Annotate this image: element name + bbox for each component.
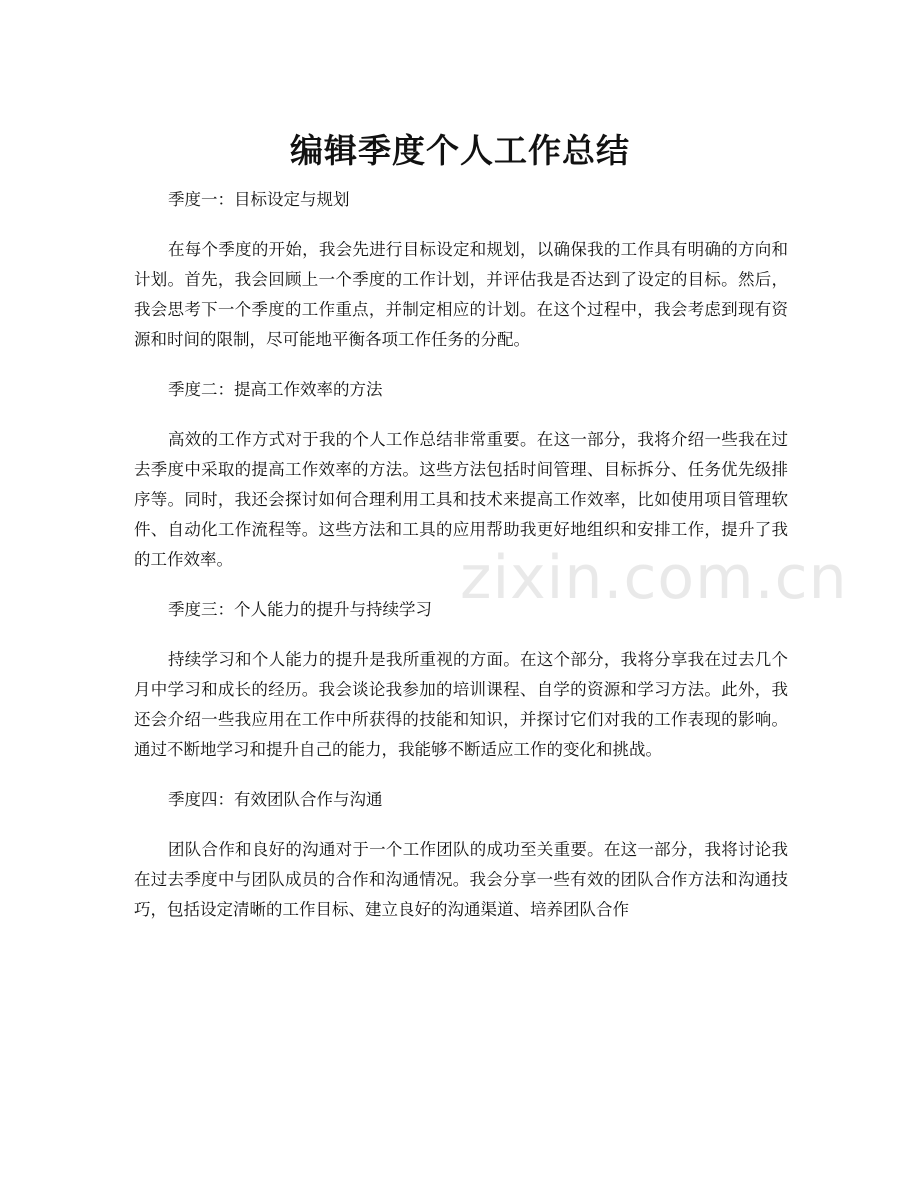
watermark-text: zixin.com.cn (460, 543, 848, 613)
document-title: 编辑季度个人工作总结 (290, 131, 630, 171)
section-heading: 季度二：提高工作效率的方法 (168, 380, 383, 399)
section-paragraph: 在每个季度的开始，我会先进行目标设定和规划，以确保我的工作具有明确的方向和计划。首先，我会回顾上一个季度的工作计划，并评估我是否达到了设定的目标。然后，我会思考下一个季度的工作重点，并制定相应的计划。在这个过程中，我会考虑到现有资源和时间的限制，尽可能地平衡各项工作任务的分配。 (134, 240, 788, 349)
section-heading: 季度一：目标设定与规划 (168, 190, 350, 209)
document-body (134, 185, 788, 945)
section-paragraph: 高效的工作方式对于我的个人工作总结非常重要。在这一部分，我将介绍一些我在过去季度中采取的提高工作效率的方法。这些方法包括时间管理、目标拆分、任务优先级排序等。同时，我还会探讨如何合理利用工具和技术来提高工作效率，比如使用项目管理软件、自动化工作流程等。这些方法和工具的应用帮助我更好地组织和安排工作，提升了我的工作效率。 (134, 430, 788, 569)
section-heading: 季度三：个人能力的提升与持续学习 (168, 600, 432, 619)
section-heading: 季度四：有效团队合作与沟通 (168, 790, 383, 809)
section-paragraph: 团队合作和良好的沟通对于一个工作团队的成功至关重要。在这一部分，我将讨论我在过去季度中与团队成员的合作和沟通情况。我会分享一些有效的团队合作方法和沟通技巧，包括设定清晰的工作目标、建立良好的沟通渠道、培养团队合作 (134, 840, 788, 919)
section-paragraph: 持续学习和个人能力的提升是我所重视的方面。在这个部分，我将分享我在过去几个月中学习和成长的经历。我会谈论我参加的培训课程、自学的资源和学习方法。此外，我还会介绍一些我应用在工作中所获得的技能和知识，并探讨它们对我的工作表现的影响。通过不断地学习和提升自己的能力，我能够不断适应工作的变化和挑战。 (134, 650, 788, 759)
